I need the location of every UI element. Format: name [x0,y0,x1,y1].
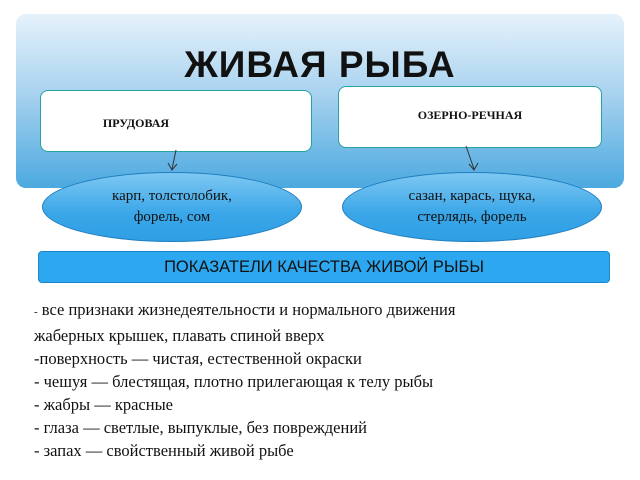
category-label-pond: ПРУДОВАЯ [102,115,170,130]
species-line: карп, толстолобик, [112,188,232,204]
quality-heading: ПОКАЗАТЕЛИ КАЧЕСТВА ЖИВОЙ РЫБЫ [164,257,484,276]
category-box-pond [40,90,312,152]
indicator-item: -поверхность — чистая, естественной окраски [34,349,362,368]
species-oval-lake-river [342,172,602,242]
species-oval-pond [42,172,302,242]
species-line: сазан, карась, щука, [408,188,536,204]
category-label-lake-river: ОЗЕРНО-РЕЧНАЯ [417,107,523,122]
indicator-item: - жабры — красные [34,395,173,414]
indicator-item-continuation: жаберных крышек, плавать спиной вверх [34,326,325,345]
species-line: форель, сом [133,209,211,225]
quality-indicators-list [34,298,624,462]
species-line: стерлядь, форель [417,209,527,225]
category-box-lake-river [338,86,602,148]
indicator-dash: - [34,306,38,318]
indicator-item: - чешуя — блестящая, плотно прилегающая к телу рыбы [34,372,434,391]
indicator-item: - глаза — светлые, выпуклые, без повреждений [34,418,367,437]
indicator-item [34,298,624,324]
quality-heading-bar [38,251,610,283]
indicator-text: все признаки жизнедеятельности и нормального движения [37,300,456,319]
page-title: ЖИВАЯ РЫБА [184,44,456,85]
indicator-item: - запах — свойственный живой рыбе [34,441,294,460]
